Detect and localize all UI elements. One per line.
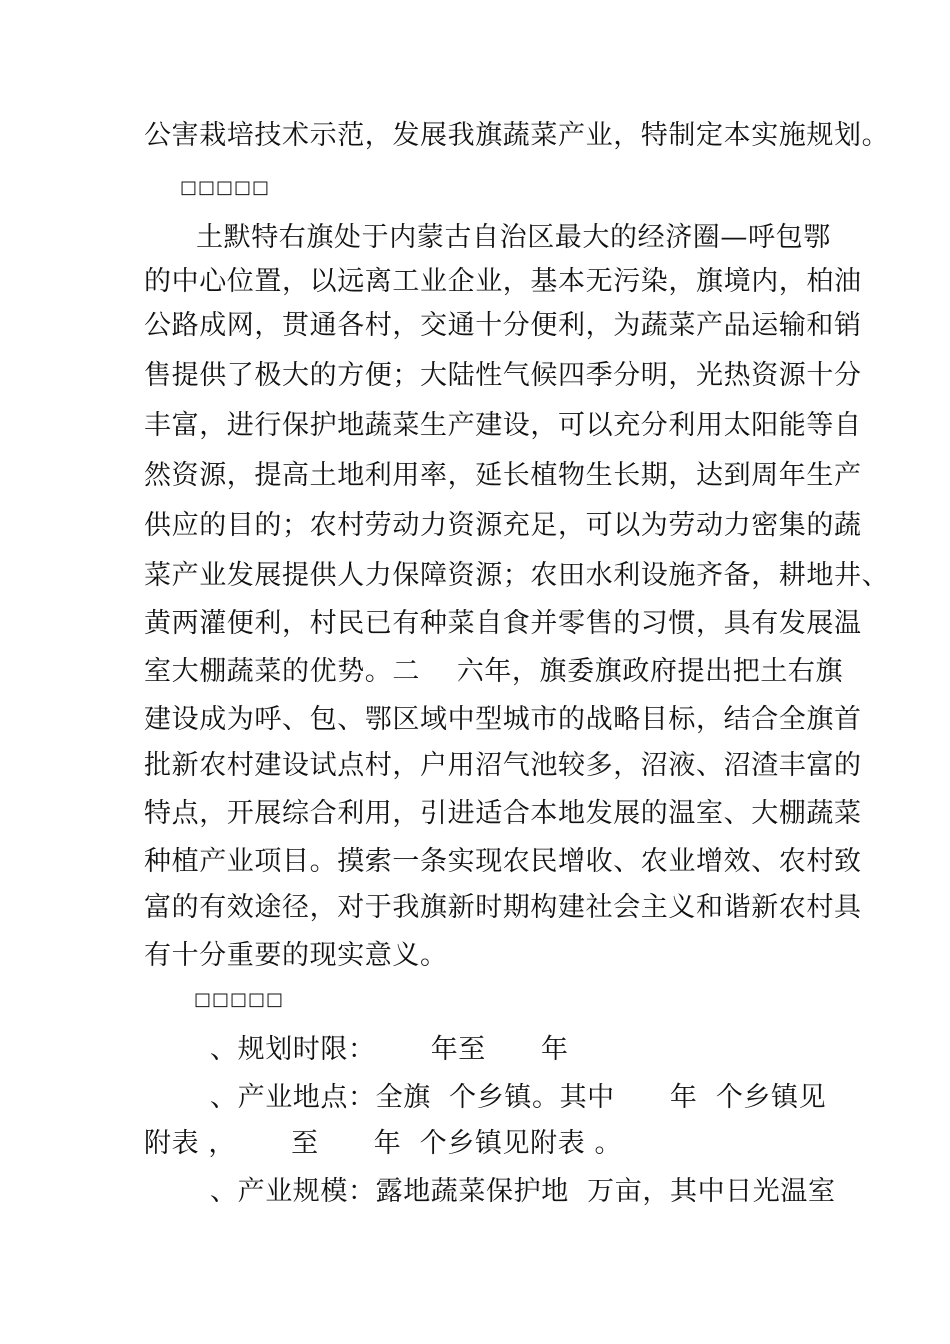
paragraph-line: 特点，开展综合利用，引进适合本地发展的温室、大棚蔬菜 [144,798,862,829]
paragraph-line: 批新农村建设试点村，户用沼气池较多，沼液、沼渣丰富的 [144,750,862,781]
paragraph-line: 土默特右旗处于内蒙古自治区最大的经济圈—呼包鄂 [196,222,831,253]
paragraph-line: 菜产业发展提供人力保障资源；农田水利设施齐备，耕地井、 [144,560,890,591]
paragraph-line: 售提供了极大的方便；大陆性气候四季分明，光热资源十分 [144,360,862,391]
paragraph-line: 供应的目的；农村劳动力资源充足，可以为劳动力密集的蔬 [144,510,862,541]
list-item: 、产业规模：露地蔬菜保护地 万亩，其中日光温室 [210,1176,836,1207]
intro-tail-line: 公害栽培技术示范，发展我旗蔬菜产业，特制定本实施规划。 [144,120,890,151]
paragraph-line: 黄两灌便利，村民已有种菜自食并零售的习惯，具有发展温 [144,608,862,639]
section-heading-2: □□□□□ [194,989,285,1010]
paragraph-line: 公路成网，贯通各村，交通十分便利，为蔬菜产品运输和销 [144,310,862,341]
paragraph-line: 建设成为呼、包、鄂区域中型城市的战略目标，结合全旗首 [144,704,862,735]
paragraph-line: 室大棚蔬菜的优势。二 六年，旗委旗政府提出把土右旗 [144,656,844,687]
paragraph-line: 种植产业项目。摸索一条实现农民增收、农业增效、农村致 [144,846,862,877]
paragraph-line: 的中心位置，以远离工业企业，基本无污染，旗境内，柏油 [144,266,862,297]
list-item: 、产业地点：全旗 个乡镇。其中 年 个乡镇见 [210,1082,827,1113]
paragraph-line: 然资源，提高土地利用率，延长植物生长期，达到周年生产 [144,460,862,491]
list-item-continuation: 附表 ， 至 年 个乡镇见附表 。 [144,1128,623,1159]
list-item: 、规划时限： 年至 年 [210,1034,569,1065]
paragraph-line: 有十分重要的现实意义。 [144,940,448,971]
paragraph-line: 富的有效途径，对于我旗新时期构建社会主义和谐新农村具 [144,892,862,923]
section-heading-1: □□□□□ [180,177,271,198]
paragraph-line: 丰富，进行保护地蔬菜生产建设，可以充分利用太阳能等自 [144,410,862,441]
